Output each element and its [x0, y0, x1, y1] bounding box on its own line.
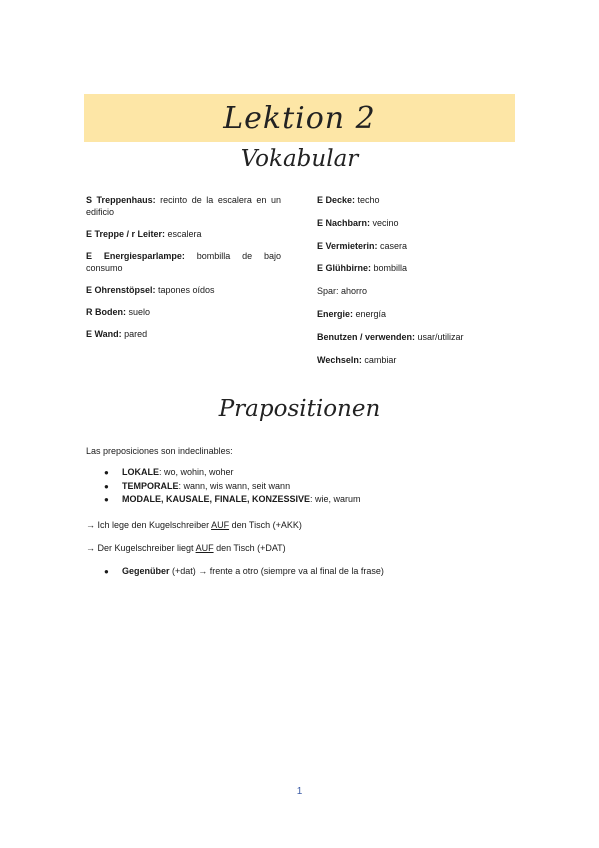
vocab-entry — [317, 285, 517, 297]
vocab-entry — [317, 354, 517, 366]
bullet-def: : wie, warum — [310, 494, 361, 504]
bullet-term: MODALE, KAUSALE, FINALE, KONZESSIVE — [122, 494, 311, 504]
vocab-term: E Ohrenstöpsel: — [86, 285, 156, 295]
highlighted-preposition: AUF — [195, 543, 214, 553]
vocab-def: techo — [355, 195, 380, 205]
vocab-entry — [86, 194, 281, 218]
bullet-icon: ● — [104, 495, 109, 504]
arrow-icon: → — [86, 520, 95, 530]
vocab-term: E Wand: — [86, 329, 122, 339]
vocab-term: E Vermieterin: — [317, 240, 378, 251]
vocab-entry — [86, 250, 281, 274]
title-banner — [84, 94, 515, 142]
vocab-entry — [86, 228, 281, 240]
prepositions-heading: Prapositionen — [218, 396, 381, 422]
bullet-term: Gegenüber — [122, 566, 170, 576]
vocab-term: Wechseln: — [317, 354, 362, 365]
vocab-heading: Vokabular — [240, 146, 359, 172]
page-title: Lektion 2 — [223, 100, 376, 136]
vocab-entry — [86, 306, 281, 318]
example-text: Der Kugelschreiber liegt — [95, 543, 196, 553]
vocab-right-column — [317, 194, 517, 366]
bullet-icon: ● — [104, 567, 109, 576]
list-item — [104, 466, 361, 480]
page-number: 1 — [296, 786, 303, 797]
vocab-term: E Treppe / r Leiter: — [86, 229, 166, 239]
vocab-entry — [86, 328, 281, 340]
vocab-term: E Energiesparlampe: — [86, 251, 185, 261]
vocab-def: vecino — [370, 217, 399, 228]
vocab-entry — [317, 331, 517, 343]
highlighted-preposition: AUF — [211, 520, 230, 530]
vocab-def: tapones oídos — [155, 285, 215, 295]
vocab-def: bombilla de bajo consumo — [86, 251, 281, 273]
vocab-def: casera — [377, 240, 408, 251]
list-item — [104, 493, 361, 507]
vocab-def: recinto de la escalera en un edificio — [86, 195, 281, 217]
vocab-term: Energie: — [317, 308, 354, 319]
bullet-def: (+dat) → frente a otro (siempre va al final de la frase) — [169, 566, 384, 576]
vocab-def: Spar: ahorro — [317, 286, 368, 297]
vocab-entry — [317, 262, 517, 274]
list-item — [104, 565, 384, 578]
bullet-term: TEMPORALE — [122, 480, 179, 491]
vocab-def: pared — [121, 329, 148, 339]
bullet-term: LOKALE — [122, 467, 159, 477]
list-item — [104, 480, 361, 494]
bullet-icon: ● — [104, 468, 109, 477]
vocab-term: E Decke: — [317, 195, 356, 205]
example-text: den Tisch (+AKK) — [229, 520, 302, 530]
preposition-bullet-list — [104, 466, 361, 507]
bullet-icon: ● — [104, 481, 109, 491]
vocab-def: energía — [353, 308, 387, 319]
vocab-term: E Glühbirne: — [317, 263, 371, 274]
vocab-entry — [86, 284, 281, 296]
vocab-def: usar/utilizar — [415, 331, 464, 342]
example-text: den Tisch (+DAT) — [213, 543, 286, 553]
vocab-entry — [317, 308, 517, 320]
example-text: Ich lege den Kugelschreiber — [95, 520, 212, 530]
vocab-def: bombilla — [371, 263, 408, 274]
prepositions-intro: Las preposiciones son indeclinables: — [86, 446, 233, 456]
vocab-term: S Treppenhaus: — [86, 195, 156, 205]
bullet-def: : wann, wis wann, seit wann — [178, 480, 291, 491]
vocab-entry — [317, 217, 517, 229]
vocab-entry — [317, 194, 517, 206]
vocab-def: escalera — [165, 229, 202, 239]
vocab-entry — [317, 240, 517, 252]
vocab-left-column — [86, 194, 281, 340]
vocab-term: R Boden: — [86, 307, 126, 317]
vocab-term: Benutzen / verwenden: — [317, 331, 416, 342]
vocab-def: suelo — [126, 307, 151, 317]
example-sentence-akk — [86, 519, 302, 531]
example-sentence-dat — [86, 542, 286, 554]
vocab-def: cambiar — [361, 354, 397, 365]
arrow-icon: → — [86, 543, 95, 553]
vocab-term: E Nachbarn: — [317, 217, 371, 228]
bullet-def: : wo, wohin, woher — [159, 467, 234, 477]
